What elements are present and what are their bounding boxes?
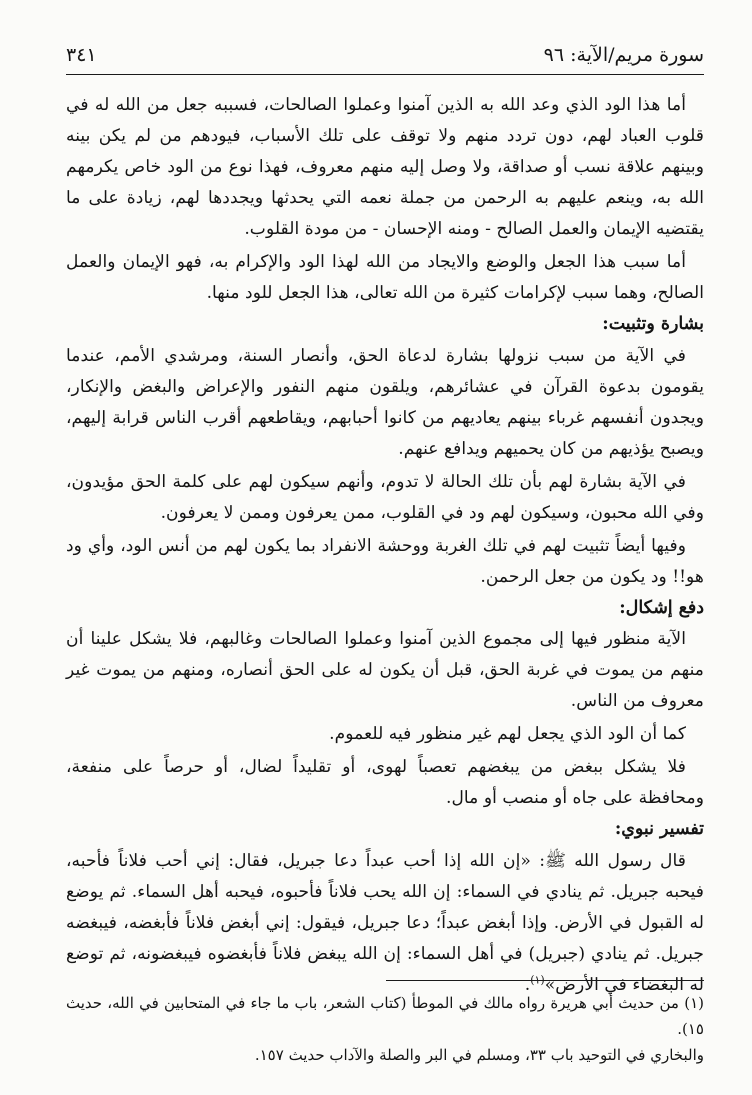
paragraph: في الآية من سبب نزولها بشارة لدعاة الحق، وأنصار السنة، ومرشدي الأمم، عندما يقومون بدعوة القرآن في عشائرهم، ويلقون منهم النفور والإعراض والبغض والإنكار، ويجدون أنفسهم غرباء بينهم يعاديهم من كانوا أحبابهم، ويقاطعهم أقرب الناس قرابة إليهم، ويصبح يؤذيهم من كان يحميهم ويدافع عنهم. (66, 345, 704, 459)
footnote-reference[interactable]: (١) (530, 972, 545, 986)
section-heading: بشارة وتثبيت: (602, 314, 704, 334)
hadith-paragraph: قال رسول الله ﷺ: «إن الله إذا أحب عبداً دعا جبريل، فقال: إني أحب فلاناً فأحبه، فيحبه جبريل. ثم ينادي في السماء: إن الله يحب فلاناً فأحبوه، فيحبه أهل السماء. ثم يوضع له القبول في الأرض. وإذا أبغض عبداً؛ دعا جبريل، فيقول: إني أبغض فلاناً فأبغضه، فيبغضه جبريل. ثم ينادي (جبريل) في أهل السماء: إن الله يبغض فلاناً فأبغضوه فيبغضونه، ثم توضع له البغضاء في الأرض»$^{(١)}$. (66, 850, 704, 995)
paragraph: فلا يشكل ببغض من يبغضهم تعصباً لهوى، أو تقليداً لضال، أو حرصاً على منفعة، ومحافظة على جاه أو منصب أو مال. (66, 757, 704, 808)
running-header (66, 38, 704, 75)
paragraph: أما هذا الود الذي وعد الله به الذين آمنوا وعملوا الصالحات، فسببه جعل من الله له في قلوب العباد لهم، دون تردد منهم ولا توقف على تلك الأسباب، فيودهم من لم يكن بينه وبينهم علاقة نسب أو صداقة، ولا وصل إليه منهم معروف، فهذا نوع من الود خاص يكرمهم الله به، وينعم عليهم به الرحمن من جملة نعمه التي يحدثها ويجددها لهم، زيادة على ما يقتضيه الإيمان والعمل الصالح - ومنه الإحسان - من مودة القلوب. (66, 95, 704, 239)
hadith-text: قال رسول الله ﷺ: «إن الله إذا أحب عبداً دعا جبريل، فقال: إني أحب فلاناً فأحبه، فيحبه جبريل. ثم ينادي في السماء: إن الله يحب فلاناً فأحبوه، فيحبه أهل السماء. ثم يوضع له القبول في الأرض. وإذا أبغض عبداً؛ دعا جبريل، فيقول: إني أبغض فلاناً فأبغضه، فيبغضه جبريل. ثم ينادي (جبريل) في أهل السماء: إن الله يبغض فلاناً فأبغضوه فيبغضونه، ثم توضع له البغضاء في الأرض» (66, 850, 704, 995)
footnote-line: (١) من حديث أبي هريرة رواه مالك في الموطأ (كتاب الشعر، باب ما جاء في المتحابين في الله، حديث ١٥). (66, 994, 704, 1038)
section-heading: تفسير نبوي: (614, 819, 704, 839)
footnote-line: والبخاري في التوحيد باب ٣٣، ومسلم في البر والصلة والآداب حديث ١٥٧. (254, 1046, 704, 1064)
section-heading: دفع إشكال: (619, 597, 704, 618)
footnote-separator (386, 980, 704, 981)
paragraph: في الآية بشارة لهم بأن تلك الحالة لا تدوم، وأنهم سيكون لهم على كلمة الحق مؤيدون، وفي الله محبون، وسيكون لهم ود في القلوب، ممن يعرفون وممن لا يعرفون. (66, 471, 704, 523)
chapter-verse-label: سورة مريم/الآية: ٩٦ (543, 44, 704, 66)
paragraph: الآية منظور فيها إلى مجموع الذين آمنوا وعملوا الصالحات وغالبهم، فلا يشكل علينا أن منهم من يموت في غربة الحق، قبل أن يكون له على الحق أنصاره، ومنهم من يموت غير معروف من الناس. (66, 629, 704, 711)
paragraph: كما أن الود الذي يجعل لهم غير منظور فيه للعموم. (329, 724, 686, 744)
footnote (66, 990, 704, 1068)
page-body (66, 90, 704, 1001)
paragraph: وفيها أيضاً تثبيت لهم في تلك الغربة ووحشة الانفراد بما يكون لهم من أنس الود، وأي ود هو!! ود يكون من جعل الرحمن. (66, 535, 704, 587)
page-number: ٣٤١ (66, 44, 97, 66)
paragraph: أما سبب هذا الجعل والوضع والايجاد من الله لهذا الود والإكرام به، فهو الإيمان والعمل الصالح، وهما سبب لإكرامات كثيرة من الله تعالى، هذا الجعل للود منها. (66, 252, 704, 303)
